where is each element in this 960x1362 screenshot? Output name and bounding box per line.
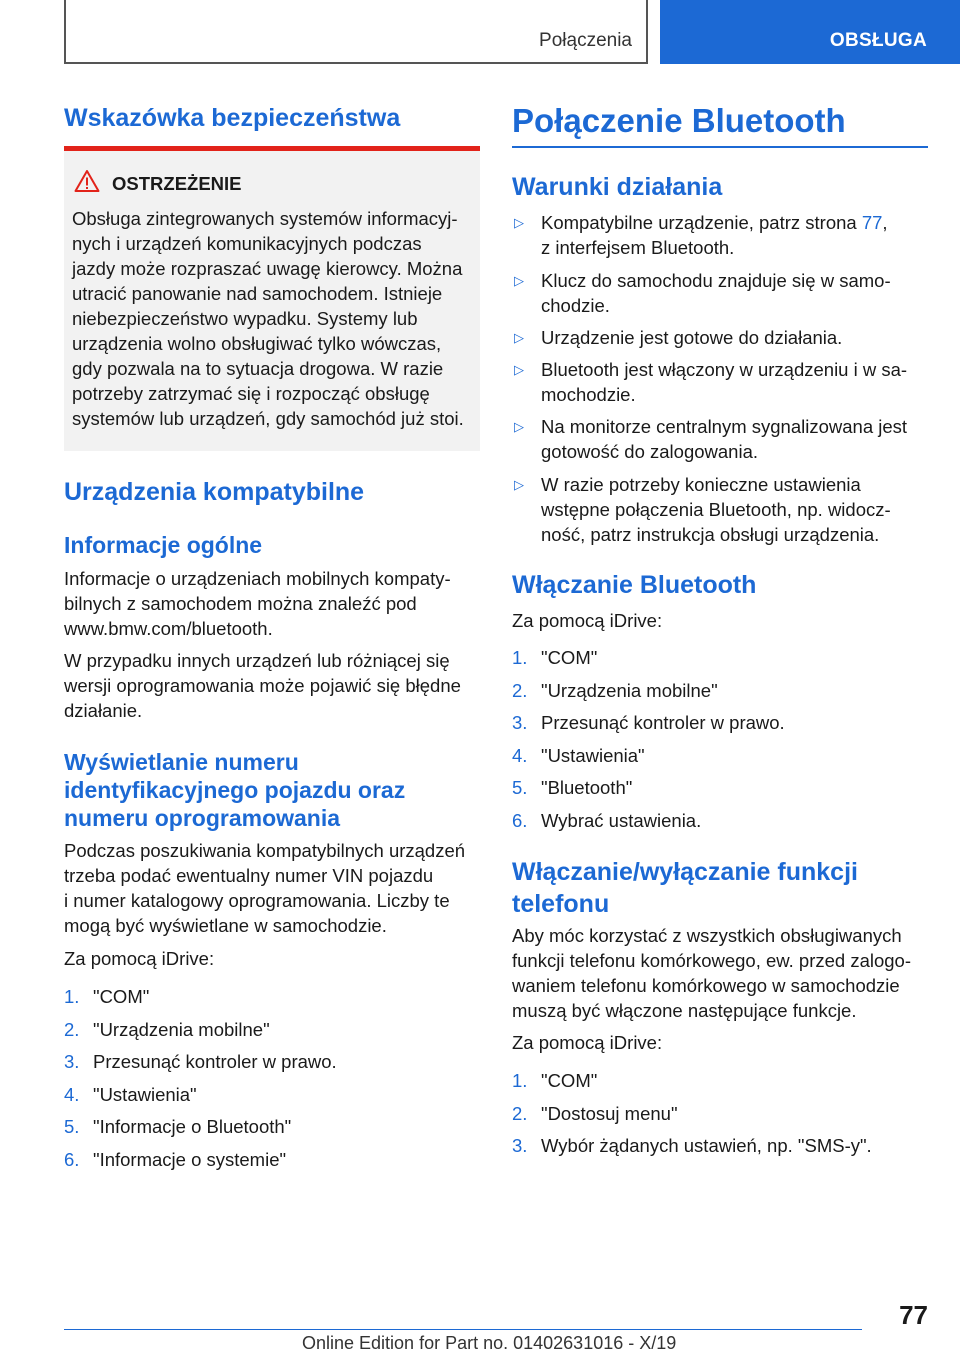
step-number: 5. — [64, 1116, 80, 1137]
warning-line: nych i urządzeń komunikacyjnych podczas — [72, 233, 422, 254]
step-text: "COM" — [93, 986, 150, 1007]
text-line: mochodzie. — [541, 384, 636, 405]
title-rule — [512, 146, 928, 148]
text-line: działanie. — [64, 700, 143, 721]
text-line: Podczas poszukiwania kompatybilnych urządzeń — [64, 840, 466, 861]
step-text: Przesunąć kontroler w prawo. — [541, 712, 785, 733]
header-section-tab — [64, 0, 648, 64]
step-text: "Informacje o systemie" — [93, 1148, 287, 1170]
warning-line: niebezpieczeństwo wypadku. Systemy lub — [72, 308, 418, 329]
heading-line: telefonu — [512, 890, 610, 918]
step-number: 4. — [64, 1083, 80, 1105]
warning-line: potrzeby zatrzymać się i rozpocząć obsługę — [72, 383, 430, 404]
text-line: muszą być włączone następujące funkcje. — [512, 1000, 857, 1021]
text-line: waniem telefonu komórkowego w samochodzie — [512, 975, 900, 996]
vin-heading — [64, 748, 405, 832]
page-number: 77 — [899, 1300, 928, 1330]
step-text: "Bluetooth" — [541, 777, 633, 798]
step-number: 3. — [512, 1135, 528, 1156]
bullet-triangle-icon: ▷ — [514, 273, 524, 288]
step-text: "Ustawienia" — [93, 1083, 197, 1105]
step-number: 1. — [512, 1070, 528, 1091]
step-number: 1. — [64, 986, 80, 1007]
heading-line: Włączanie/wyłączanie funkcji — [512, 858, 858, 886]
text-line: Aby móc korzystać z wszystkich obsługiwanych — [512, 925, 902, 946]
idrive-label: Za pomocą iDrive: — [64, 948, 215, 969]
general-info-heading: Informacje ogólne — [64, 532, 263, 558]
step-number: 3. — [512, 712, 528, 733]
text-line: bilnych z samochodem można znaleźć pod — [64, 593, 417, 614]
step-text: "COM" — [541, 647, 598, 668]
step-text: "Ustawienia" — [541, 744, 645, 766]
bullet-triangle-icon: ▷ — [514, 330, 524, 345]
warning-line: Obsługa zintegrowanych systemów informacyj- — [72, 208, 458, 229]
text-line: funkcji telefonu komórkowego, ew. przed zalogo- — [512, 950, 911, 971]
step-number: 4. — [512, 744, 528, 766]
text-line: Klucz do samochodu znajduje się w samo- — [541, 270, 891, 291]
text-line: mogą być wyświetlane w samochodzie. — [64, 915, 387, 936]
phone-functions-paragraph — [512, 923, 932, 1023]
warning-line: utracić panowanie nad samochodem. Istnieje — [72, 283, 443, 304]
heading-line: identyfikacyjnego pojazdu oraz — [64, 777, 406, 803]
warning-line: systemów lub urządzeń, gdy samochód już stoi. — [72, 408, 464, 429]
text-line: Kompatybilne urządzenie, patrz strona — [541, 212, 862, 233]
page-link[interactable]: 77 — [861, 212, 883, 233]
step-text: "COM" — [541, 1070, 598, 1091]
step-number: 6. — [64, 1148, 80, 1170]
step-text: Wybrać ustawienia. — [541, 809, 702, 831]
vin-paragraph — [64, 838, 480, 938]
header-chapter-tab — [660, 0, 960, 64]
step-text: Wybór żądanych ustawień, np. "SMS-y". — [541, 1135, 872, 1156]
text-line: trzeba podać ewentualny numer VIN pojazdu — [64, 865, 434, 886]
text-line: W razie potrzeby konieczne ustawienia — [541, 474, 861, 495]
heading-line: Wyświetlanie numeru — [64, 749, 299, 775]
text-line: W przypadku innych urządzeń lub różniącej się — [64, 650, 450, 671]
warning-line: gdy pozwala na to sytuacja drogowa. W razie — [72, 358, 444, 379]
condition-text — [541, 357, 931, 407]
condition-text — [541, 472, 931, 547]
text-line: chodzie. — [541, 295, 610, 316]
text-line: Bluetooth jest włączony w urządzeniu i w sa- — [541, 359, 908, 380]
step-text: "Dostosuj menu" — [541, 1102, 678, 1124]
header-section-label: Połączenia — [539, 30, 632, 51]
enable-bluetooth-heading: Włączanie Bluetooth — [512, 571, 757, 599]
condition-text — [541, 325, 931, 350]
text-line: gotowość do zalogowania. — [541, 441, 759, 462]
step-text: "Urządzenia mobilne" — [541, 679, 718, 701]
warning-box — [64, 151, 480, 451]
text-punct: , — [882, 212, 888, 233]
condition-text — [541, 210, 931, 260]
text-line: wersji oprogramowania może pojawić się błędne — [64, 675, 461, 696]
text-line: ność, patrz instrukcja obsługi urządzenia. — [541, 524, 880, 545]
text-line: Urządzenie jest gotowe do działania. — [541, 327, 843, 348]
warning-triangle-icon — [74, 169, 100, 193]
step-number: 2. — [512, 1102, 528, 1124]
idrive-label: Za pomocą iDrive: — [512, 610, 663, 631]
bullet-triangle-icon: ▷ — [514, 477, 524, 492]
condition-text — [541, 414, 931, 464]
header-chapter-label: OBSŁUGA — [829, 30, 927, 51]
warning-title: OSTRZEŻENIE — [112, 173, 242, 194]
text-line: wstępne połączenia Bluetooth, np. widocz- — [541, 499, 891, 520]
idrive-label: Za pomocą iDrive: — [512, 1032, 663, 1053]
condition-text — [541, 268, 931, 318]
text-line: www.bmw.com/bluetooth. — [64, 618, 273, 639]
bullet-triangle-icon: ▷ — [514, 362, 524, 377]
heading-line: numeru oprogramowania — [64, 805, 341, 831]
footer-rule — [64, 1329, 862, 1330]
step-text: "Informacje o Bluetooth" — [93, 1116, 292, 1137]
step-number: 2. — [64, 1018, 80, 1040]
compatible-devices-heading: Urządzenia kompatybilne — [64, 478, 365, 506]
warning-line: jazdy może rozpraszać uwagę kierowcy. Można — [72, 258, 463, 279]
step-number: 2. — [512, 679, 528, 701]
bullet-triangle-icon: ▷ — [514, 419, 524, 434]
step-text: Przesunąć kontroler w prawo. — [93, 1051, 337, 1072]
phone-functions-heading — [512, 856, 858, 920]
text-line: i numer katalogowy oprogramowania. Liczby te — [64, 890, 450, 911]
text-line: z interfejsem Bluetooth. — [541, 237, 735, 258]
step-number: 5. — [512, 777, 528, 798]
bluetooth-connection-title: Połączenie Bluetooth — [512, 102, 846, 139]
bullet-triangle-icon: ▷ — [514, 215, 524, 230]
step-number: 1. — [512, 647, 528, 668]
edition-footer: Online Edition for Part no. 01402631016 - X/19 — [302, 1333, 677, 1353]
warning-line: urządzenia wolno obsługiwać tylko wówczas, — [72, 333, 442, 354]
general-info-paragraph — [64, 566, 480, 641]
step-number: 3. — [64, 1051, 80, 1072]
text-line: Na monitorze centralnym sygnalizowana jest — [541, 416, 908, 437]
software-version-paragraph — [64, 648, 480, 723]
step-text: "Urządzenia mobilne" — [93, 1018, 270, 1040]
text-line: Informacje o urządzeniach mobilnych kompaty- — [64, 568, 451, 589]
conditions-heading: Warunki działania — [512, 173, 723, 201]
safety-heading: Wskazówka bezpieczeństwa — [64, 104, 401, 132]
step-number: 6. — [512, 809, 528, 831]
warning-text — [72, 206, 476, 431]
